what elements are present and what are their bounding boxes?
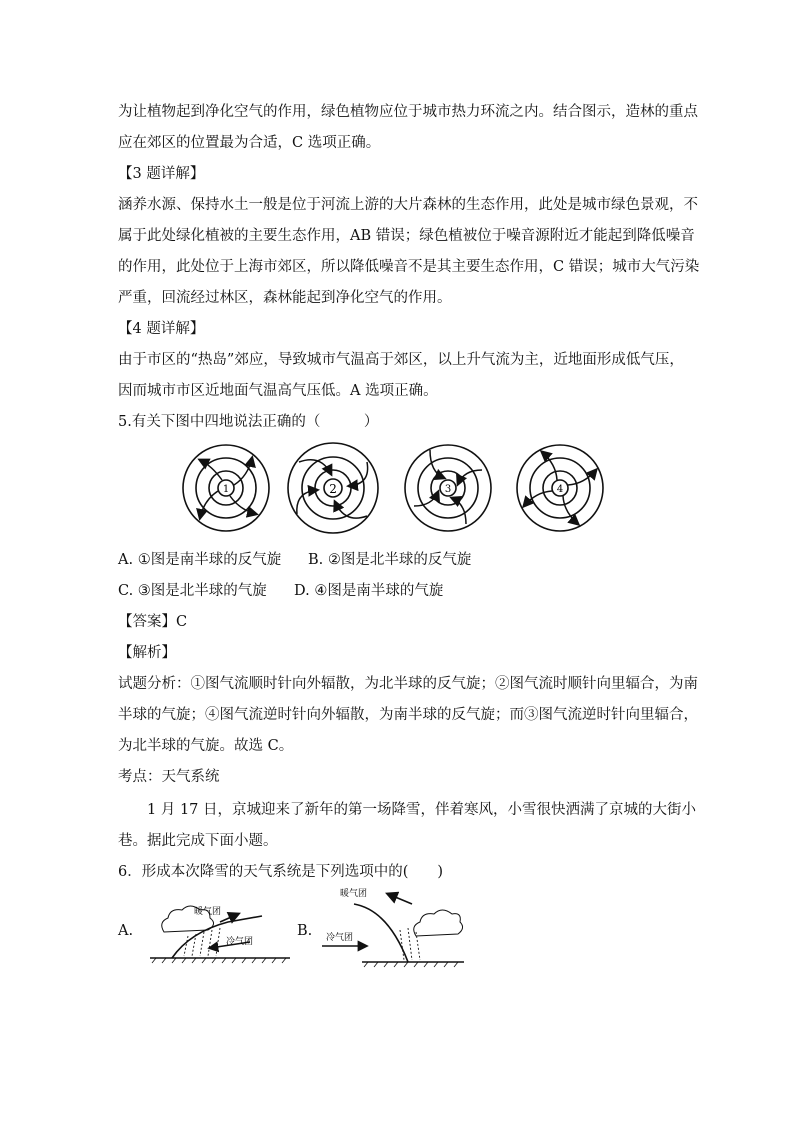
text-line: 因而城市市区近地面气温高气压低。A 选项正确。 <box>118 383 438 399</box>
text-line: 为让植物起到净化空气的作用，绿色植物应位于城市热力环流之内。结合图示，造林的重点 <box>118 104 698 120</box>
q6-option-b-label: B. <box>297 923 313 939</box>
option-d: D. ④图是南半球的气旋 <box>294 583 444 599</box>
cold-air-mass-label: 冷气团 <box>226 937 254 947</box>
text-line: 的作用，此处位于上海市郊区，所以降低噪音不是其主要生态作用，C 错误；城市大气污染 <box>118 259 700 275</box>
analysis-heading: 【解析】 <box>118 645 176 661</box>
question-5-stem: 5.有关下图中四地说法正确的（ ） <box>118 414 379 430</box>
analysis-line: 为北半球的气旋。故选 C。 <box>118 738 294 754</box>
kaodian-line: 考点：天气系统 <box>118 769 220 785</box>
warm-air-mass-label: 暖气团 <box>340 889 368 899</box>
figure-label: 4 <box>556 484 564 495</box>
figure-3 <box>405 445 491 531</box>
text-line: 应在郊区的位置最为合适，C 选项正确。 <box>118 135 381 151</box>
text-line: 严重，回流经过林区，森林能起到净化空气的作用。 <box>118 290 452 306</box>
passage-line: 巷。据此完成下面小题。 <box>118 833 278 849</box>
option-a: A. ①图是南半球的反气旋 <box>118 552 282 568</box>
analysis-line: 半球的气旋；④图气流逆时针向外辐散，为南半球的反气旋；而③图气流逆时针向里辐合， <box>118 707 698 723</box>
answer-line: 【答案】C <box>118 614 188 630</box>
figure-label: 1 <box>222 484 230 495</box>
figure-1 <box>183 445 269 531</box>
passage-line: 1 月 17 日，京城迎来了新年的第一场降雪，伴着寒风，小雪很快洒满了京城的大街小 <box>147 802 697 818</box>
section-heading: 【4 题详解】 <box>118 321 205 337</box>
figure-label: 3 <box>444 484 452 495</box>
q6-option-a-label: A. <box>118 923 134 939</box>
text-line: 属于此处绿化植被的主要生态作用，AB 错误；绿色植被位于噪音源附近才能起到降低噪音 <box>118 228 695 244</box>
front-diagram-b <box>318 884 464 968</box>
figure-2 <box>288 443 378 533</box>
front-diagram-a <box>150 892 290 964</box>
question-6-stem: 6．形成本次降雪的天气系统是下列选项中的( ) <box>118 864 444 880</box>
text-line: 涵养水源、保持水土一般是位于河流上游的大片森林的生态作用，此处是城市绿色景观，不 <box>118 197 698 213</box>
option-c: C. ③图是北半球的气旋 <box>118 583 267 599</box>
figure-4 <box>517 445 603 531</box>
analysis-line: 试题分析：①图气流顺时针向外辐散，为北半球的反气旋；②图气流时顺针向里辐合，为南 <box>118 676 698 692</box>
section-heading: 【3 题详解】 <box>118 166 205 182</box>
figure-label: 2 <box>329 482 337 496</box>
warm-air-mass-label: 暖气团 <box>194 907 222 917</box>
text-line: 由于市区的“热岛”郊应，导致城市气温高于郊区，以上升气流为主，近地面形成低气压， <box>118 352 684 368</box>
pressure-systems-figure <box>178 440 614 540</box>
option-b: B. ②图是北半球的反气旋 <box>308 552 472 568</box>
cold-air-mass-label: 冷气团 <box>326 933 354 943</box>
